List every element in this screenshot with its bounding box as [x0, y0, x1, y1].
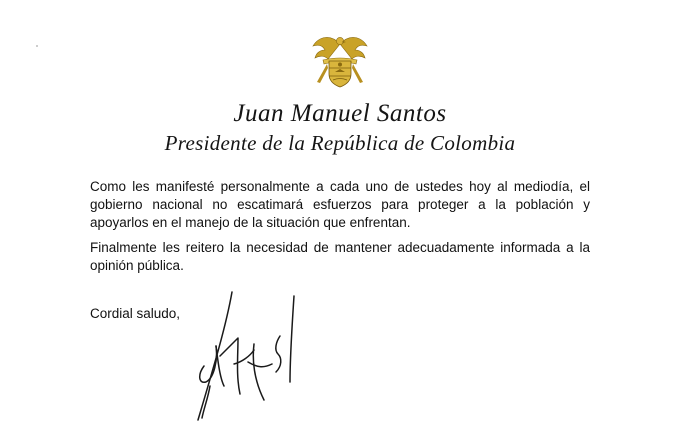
paper-speck	[36, 45, 38, 47]
body-paragraph-2: Finalmente les reitero la necesidad de mantener adecuadamente informada a la opinión pública.	[90, 240, 590, 273]
colombia-coat-of-arms-icon	[309, 30, 371, 92]
letterhead-title: Presidente de la República de Colombia	[164, 131, 516, 155]
closing-salutation: Cordial saludo,	[90, 306, 181, 321]
handwritten-signature-icon	[168, 286, 308, 426]
letterhead-name: Juan Manuel Santos	[233, 100, 447, 127]
body-paragraph-1: Como les manifesté personalmente a cada uno de ustedes hoy al mediodía, el gobierno nacional no escatimará esfuerzos para proteger a la población y apoyarlos en el manejo de la situación que enfrentan.	[90, 179, 590, 230]
